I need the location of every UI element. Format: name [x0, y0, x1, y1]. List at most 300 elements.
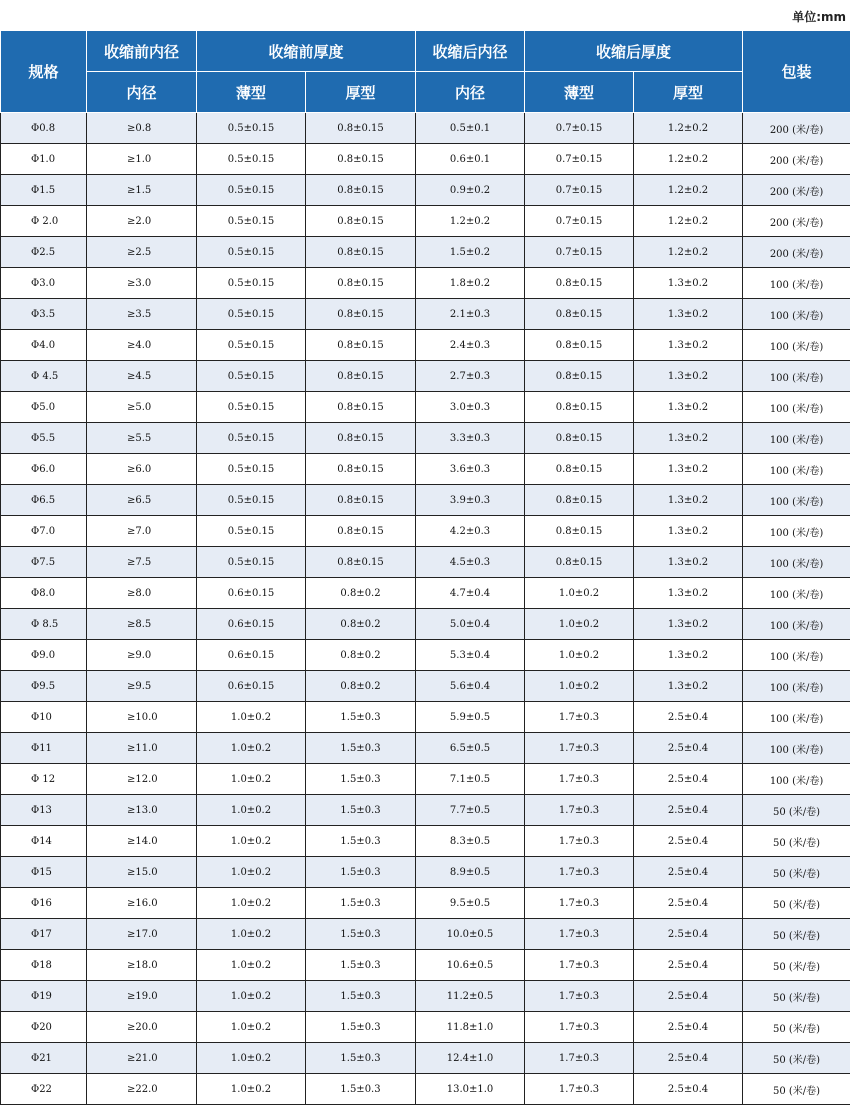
cell-after-thick: 2.5±0.4 — [634, 950, 743, 981]
cell-after-inner: 5.6±0.4 — [416, 671, 525, 702]
cell-before-thin: 0.5±0.15 — [197, 392, 306, 423]
cell-before-thin: 0.5±0.15 — [197, 361, 306, 392]
cell-before-thick: 0.8±0.15 — [306, 454, 416, 485]
cell-after-thin: 1.0±0.2 — [525, 609, 634, 640]
cell-before-inner: ≥11.0 — [87, 733, 197, 764]
cell-after-thin: 0.8±0.15 — [525, 299, 634, 330]
table-row — [1, 454, 850, 485]
cell-spec: Φ18 — [1, 950, 87, 981]
cell-after-inner: 13.0±1.0 — [416, 1074, 525, 1105]
cell-before-thick: 1.5±0.3 — [306, 1012, 416, 1043]
cell-after-thin: 1.7±0.3 — [525, 950, 634, 981]
cell-before-thin: 1.0±0.2 — [197, 981, 306, 1012]
table-body — [1, 113, 850, 1105]
cell-after-inner: 4.7±0.4 — [416, 578, 525, 609]
cell-after-inner: 7.1±0.5 — [416, 764, 525, 795]
cell-after-thin: 0.8±0.15 — [525, 454, 634, 485]
cell-before-thin: 1.0±0.2 — [197, 857, 306, 888]
cell-spec: Φ 8.5 — [1, 609, 87, 640]
cell-after-inner: 0.5±0.1 — [416, 113, 525, 144]
cell-packaging: 100 (米/卷) — [743, 702, 850, 733]
cell-spec: Φ9.5 — [1, 671, 87, 702]
cell-packaging: 200 (米/卷) — [743, 237, 850, 268]
cell-before-thick: 0.8±0.15 — [306, 547, 416, 578]
cell-before-thin: 1.0±0.2 — [197, 919, 306, 950]
header-before-thickness-group: 收缩前厚度 — [197, 31, 416, 72]
cell-after-thick: 1.2±0.2 — [634, 113, 743, 144]
cell-before-inner: ≥7.0 — [87, 516, 197, 547]
header-packaging: 包装 — [743, 31, 850, 113]
cell-packaging: 100 (米/卷) — [743, 733, 850, 764]
cell-after-thick: 1.3±0.2 — [634, 485, 743, 516]
cell-before-inner: ≥6.5 — [87, 485, 197, 516]
cell-before-thin: 0.5±0.15 — [197, 485, 306, 516]
table-row — [1, 733, 850, 764]
cell-after-thick: 2.5±0.4 — [634, 981, 743, 1012]
cell-before-inner: ≥18.0 — [87, 950, 197, 981]
cell-after-thick: 2.5±0.4 — [634, 795, 743, 826]
cell-packaging: 50 (米/卷) — [743, 919, 850, 950]
cell-packaging: 100 (米/卷) — [743, 609, 850, 640]
cell-after-inner: 3.9±0.3 — [416, 485, 525, 516]
cell-after-inner: 4.5±0.3 — [416, 547, 525, 578]
cell-after-inner: 9.5±0.5 — [416, 888, 525, 919]
cell-spec: Φ6.0 — [1, 454, 87, 485]
cell-after-thick: 2.5±0.4 — [634, 857, 743, 888]
cell-before-inner: ≥14.0 — [87, 826, 197, 857]
cell-before-inner: ≥8.5 — [87, 609, 197, 640]
cell-before-inner: ≥5.5 — [87, 423, 197, 454]
cell-before-thin: 0.5±0.15 — [197, 237, 306, 268]
table-row — [1, 206, 850, 237]
cell-before-inner: ≥1.0 — [87, 144, 197, 175]
cell-spec: Φ7.5 — [1, 547, 87, 578]
cell-packaging: 100 (米/卷) — [743, 640, 850, 671]
header-before-thin: 薄型 — [197, 72, 306, 113]
cell-after-inner: 8.9±0.5 — [416, 857, 525, 888]
cell-before-inner: ≥20.0 — [87, 1012, 197, 1043]
cell-after-thick: 1.3±0.2 — [634, 640, 743, 671]
cell-before-thick: 0.8±0.2 — [306, 578, 416, 609]
cell-before-thin: 1.0±0.2 — [197, 1043, 306, 1074]
cell-after-inner: 7.7±0.5 — [416, 795, 525, 826]
cell-after-thick: 1.3±0.2 — [634, 268, 743, 299]
cell-before-inner: ≥5.0 — [87, 392, 197, 423]
cell-packaging: 50 (米/卷) — [743, 795, 850, 826]
cell-after-inner: 5.9±0.5 — [416, 702, 525, 733]
cell-before-thick: 0.8±0.15 — [306, 237, 416, 268]
cell-before-inner: ≥9.5 — [87, 671, 197, 702]
cell-after-thin: 1.7±0.3 — [525, 981, 634, 1012]
cell-before-thick: 0.8±0.15 — [306, 330, 416, 361]
header-spec: 规格 — [1, 31, 87, 113]
cell-before-thick: 0.8±0.15 — [306, 144, 416, 175]
cell-after-thin: 1.7±0.3 — [525, 1074, 634, 1105]
cell-after-inner: 11.8±1.0 — [416, 1012, 525, 1043]
cell-after-thick: 1.3±0.2 — [634, 299, 743, 330]
cell-after-thin: 1.7±0.3 — [525, 919, 634, 950]
cell-before-inner: ≥8.0 — [87, 578, 197, 609]
cell-packaging: 200 (米/卷) — [743, 144, 850, 175]
cell-after-inner: 2.7±0.3 — [416, 361, 525, 392]
table-row — [1, 268, 850, 299]
cell-after-thick: 1.3±0.2 — [634, 516, 743, 547]
cell-spec: Φ5.5 — [1, 423, 87, 454]
cell-before-thin: 0.5±0.15 — [197, 423, 306, 454]
cell-after-inner: 1.2±0.2 — [416, 206, 525, 237]
cell-after-thin: 0.7±0.15 — [525, 237, 634, 268]
cell-after-thin: 0.8±0.15 — [525, 268, 634, 299]
cell-after-thick: 2.5±0.4 — [634, 826, 743, 857]
cell-spec: Φ3.5 — [1, 299, 87, 330]
cell-after-thin: 0.7±0.15 — [525, 113, 634, 144]
cell-packaging: 50 (米/卷) — [743, 857, 850, 888]
cell-before-thin: 0.5±0.15 — [197, 206, 306, 237]
cell-packaging: 50 (米/卷) — [743, 826, 850, 857]
table-row — [1, 671, 850, 702]
table-row — [1, 857, 850, 888]
cell-spec: Φ8.0 — [1, 578, 87, 609]
cell-before-thin: 1.0±0.2 — [197, 733, 306, 764]
cell-after-thick: 1.3±0.2 — [634, 330, 743, 361]
cell-packaging: 100 (米/卷) — [743, 671, 850, 702]
cell-before-inner: ≥3.5 — [87, 299, 197, 330]
cell-before-thin: 0.5±0.15 — [197, 516, 306, 547]
cell-packaging: 100 (米/卷) — [743, 485, 850, 516]
cell-before-thin: 0.5±0.15 — [197, 113, 306, 144]
cell-before-inner: ≥10.0 — [87, 702, 197, 733]
cell-after-thin: 1.7±0.3 — [525, 1043, 634, 1074]
cell-before-inner: ≥7.5 — [87, 547, 197, 578]
cell-packaging: 100 (米/卷) — [743, 516, 850, 547]
table-row — [1, 1043, 850, 1074]
cell-after-thin: 1.7±0.3 — [525, 733, 634, 764]
cell-before-thick: 0.8±0.2 — [306, 609, 416, 640]
cell-after-thick: 1.3±0.2 — [634, 392, 743, 423]
cell-packaging: 100 (米/卷) — [743, 454, 850, 485]
cell-after-thick: 2.5±0.4 — [634, 1012, 743, 1043]
cell-after-thin: 0.8±0.15 — [525, 361, 634, 392]
cell-before-thick: 0.8±0.15 — [306, 175, 416, 206]
cell-before-thin: 1.0±0.2 — [197, 826, 306, 857]
cell-before-thin: 1.0±0.2 — [197, 702, 306, 733]
cell-after-thin: 0.8±0.15 — [525, 485, 634, 516]
cell-before-inner: ≥19.0 — [87, 981, 197, 1012]
cell-before-inner: ≥12.0 — [87, 764, 197, 795]
cell-spec: Φ22 — [1, 1074, 87, 1105]
cell-after-thin: 1.0±0.2 — [525, 640, 634, 671]
cell-after-thick: 1.2±0.2 — [634, 206, 743, 237]
cell-before-inner: ≥3.0 — [87, 268, 197, 299]
cell-spec: Φ5.0 — [1, 392, 87, 423]
cell-packaging: 200 (米/卷) — [743, 113, 850, 144]
table-row — [1, 981, 850, 1012]
cell-spec: Φ2.5 — [1, 237, 87, 268]
cell-before-inner: ≥9.0 — [87, 640, 197, 671]
cell-after-thick: 1.2±0.2 — [634, 175, 743, 206]
cell-after-inner: 0.6±0.1 — [416, 144, 525, 175]
cell-after-inner: 2.4±0.3 — [416, 330, 525, 361]
table-row — [1, 1074, 850, 1105]
cell-packaging: 100 (米/卷) — [743, 330, 850, 361]
cell-after-thick: 2.5±0.4 — [634, 733, 743, 764]
cell-spec: Φ 12 — [1, 764, 87, 795]
cell-before-thin: 1.0±0.2 — [197, 950, 306, 981]
cell-after-thick: 1.3±0.2 — [634, 423, 743, 454]
header-after-thin: 薄型 — [525, 72, 634, 113]
cell-before-thin: 1.0±0.2 — [197, 1012, 306, 1043]
cell-after-inner: 10.6±0.5 — [416, 950, 525, 981]
cell-after-inner: 10.0±0.5 — [416, 919, 525, 950]
cell-after-thin: 1.7±0.3 — [525, 1012, 634, 1043]
table-row — [1, 764, 850, 795]
cell-after-inner: 1.8±0.2 — [416, 268, 525, 299]
cell-before-thin: 0.5±0.15 — [197, 330, 306, 361]
cell-spec: Φ9.0 — [1, 640, 87, 671]
cell-after-inner: 8.3±0.5 — [416, 826, 525, 857]
header-before-thick: 厚型 — [306, 72, 416, 113]
cell-after-thin: 1.0±0.2 — [525, 578, 634, 609]
cell-packaging: 100 (米/卷) — [743, 423, 850, 454]
table-row — [1, 609, 850, 640]
cell-after-inner: 3.6±0.3 — [416, 454, 525, 485]
cell-after-thick: 2.5±0.4 — [634, 888, 743, 919]
cell-before-inner: ≥15.0 — [87, 857, 197, 888]
cell-before-thick: 0.8±0.15 — [306, 423, 416, 454]
cell-packaging: 100 (米/卷) — [743, 578, 850, 609]
cell-before-thick: 1.5±0.3 — [306, 888, 416, 919]
header-after-thick: 厚型 — [634, 72, 743, 113]
table-row — [1, 578, 850, 609]
cell-after-inner: 4.2±0.3 — [416, 516, 525, 547]
cell-before-thin: 0.5±0.15 — [197, 144, 306, 175]
cell-before-thin: 0.5±0.15 — [197, 454, 306, 485]
cell-spec: Φ6.5 — [1, 485, 87, 516]
table-row — [1, 826, 850, 857]
table-row — [1, 1012, 850, 1043]
cell-after-thin: 1.7±0.3 — [525, 826, 634, 857]
cell-before-thick: 1.5±0.3 — [306, 950, 416, 981]
cell-after-thick: 2.5±0.4 — [634, 1043, 743, 1074]
cell-spec: Φ21 — [1, 1043, 87, 1074]
cell-before-inner: ≥4.5 — [87, 361, 197, 392]
cell-spec: Φ4.0 — [1, 330, 87, 361]
cell-packaging: 50 (米/卷) — [743, 1043, 850, 1074]
cell-after-thick: 1.3±0.2 — [634, 361, 743, 392]
cell-before-thick: 1.5±0.3 — [306, 919, 416, 950]
cell-spec: Φ 2.0 — [1, 206, 87, 237]
cell-spec: Φ11 — [1, 733, 87, 764]
cell-spec: Φ16 — [1, 888, 87, 919]
cell-before-thick: 0.8±0.15 — [306, 485, 416, 516]
cell-after-thick: 1.2±0.2 — [634, 237, 743, 268]
cell-before-thin: 0.6±0.15 — [197, 640, 306, 671]
cell-before-thin: 0.5±0.15 — [197, 175, 306, 206]
cell-packaging: 100 (米/卷) — [743, 268, 850, 299]
cell-after-inner: 3.3±0.3 — [416, 423, 525, 454]
cell-spec: Φ3.0 — [1, 268, 87, 299]
table-row — [1, 299, 850, 330]
cell-before-thin: 0.5±0.15 — [197, 547, 306, 578]
cell-after-thick: 2.5±0.4 — [634, 919, 743, 950]
cell-before-thick: 1.5±0.3 — [306, 764, 416, 795]
cell-after-thin: 1.7±0.3 — [525, 702, 634, 733]
cell-packaging: 100 (米/卷) — [743, 299, 850, 330]
cell-before-inner: ≥17.0 — [87, 919, 197, 950]
cell-spec: Φ0.8 — [1, 113, 87, 144]
cell-after-thin: 1.7±0.3 — [525, 764, 634, 795]
cell-after-thick: 1.3±0.2 — [634, 609, 743, 640]
cell-after-inner: 5.0±0.4 — [416, 609, 525, 640]
cell-before-thin: 1.0±0.2 — [197, 795, 306, 826]
cell-after-thin: 0.7±0.15 — [525, 206, 634, 237]
cell-after-thin: 1.7±0.3 — [525, 888, 634, 919]
table-row — [1, 485, 850, 516]
cell-spec: Φ17 — [1, 919, 87, 950]
cell-after-thin: 0.7±0.15 — [525, 144, 634, 175]
cell-before-thin: 1.0±0.2 — [197, 764, 306, 795]
cell-before-inner: ≥21.0 — [87, 1043, 197, 1074]
header-after-thickness-group: 收缩后厚度 — [525, 31, 743, 72]
cell-packaging: 50 (米/卷) — [743, 1074, 850, 1105]
cell-packaging: 50 (米/卷) — [743, 888, 850, 919]
table-row — [1, 640, 850, 671]
table-row — [1, 175, 850, 206]
cell-before-thick: 1.5±0.3 — [306, 1074, 416, 1105]
cell-after-inner: 5.3±0.4 — [416, 640, 525, 671]
cell-before-thick: 0.8±0.15 — [306, 299, 416, 330]
table-row — [1, 144, 850, 175]
table-row — [1, 392, 850, 423]
cell-spec: Φ10 — [1, 702, 87, 733]
cell-packaging: 100 (米/卷) — [743, 361, 850, 392]
cell-after-thin: 0.7±0.15 — [525, 175, 634, 206]
cell-packaging: 100 (米/卷) — [743, 547, 850, 578]
cell-spec: Φ1.5 — [1, 175, 87, 206]
table-row — [1, 702, 850, 733]
cell-after-inner: 6.5±0.5 — [416, 733, 525, 764]
cell-before-thick: 1.5±0.3 — [306, 702, 416, 733]
cell-after-thin: 1.0±0.2 — [525, 671, 634, 702]
cell-after-thick: 2.5±0.4 — [634, 764, 743, 795]
cell-before-inner: ≥1.5 — [87, 175, 197, 206]
table-row — [1, 516, 850, 547]
table-row — [1, 919, 850, 950]
cell-before-inner: ≥2.0 — [87, 206, 197, 237]
cell-spec: Φ 4.5 — [1, 361, 87, 392]
cell-spec: Φ15 — [1, 857, 87, 888]
cell-before-inner: ≥4.0 — [87, 330, 197, 361]
cell-before-thick: 1.5±0.3 — [306, 826, 416, 857]
cell-before-thick: 0.8±0.15 — [306, 516, 416, 547]
cell-before-inner: ≥22.0 — [87, 1074, 197, 1105]
cell-after-inner: 1.5±0.2 — [416, 237, 525, 268]
table-header — [1, 31, 850, 113]
cell-after-inner: 0.9±0.2 — [416, 175, 525, 206]
cell-after-thin: 0.8±0.15 — [525, 330, 634, 361]
cell-after-thick: 1.3±0.2 — [634, 454, 743, 485]
cell-after-thick: 1.3±0.2 — [634, 547, 743, 578]
table-row — [1, 113, 850, 144]
cell-after-thick: 2.5±0.4 — [634, 1074, 743, 1105]
cell-before-thick: 0.8±0.2 — [306, 640, 416, 671]
cell-before-thick: 1.5±0.3 — [306, 733, 416, 764]
cell-after-thin: 1.7±0.3 — [525, 795, 634, 826]
cell-after-thin: 0.8±0.15 — [525, 423, 634, 454]
cell-before-thin: 0.5±0.15 — [197, 299, 306, 330]
table-row — [1, 330, 850, 361]
cell-before-thick: 0.8±0.15 — [306, 268, 416, 299]
cell-packaging: 200 (米/卷) — [743, 175, 850, 206]
cell-after-inner: 3.0±0.3 — [416, 392, 525, 423]
table-row — [1, 361, 850, 392]
cell-packaging: 200 (米/卷) — [743, 206, 850, 237]
table-row — [1, 547, 850, 578]
cell-before-inner: ≥6.0 — [87, 454, 197, 485]
cell-after-inner: 2.1±0.3 — [416, 299, 525, 330]
cell-before-thin: 0.6±0.15 — [197, 578, 306, 609]
cell-before-thin: 0.6±0.15 — [197, 609, 306, 640]
cell-after-thick: 1.3±0.2 — [634, 578, 743, 609]
cell-before-thin: 1.0±0.2 — [197, 1074, 306, 1105]
table-row — [1, 950, 850, 981]
cell-spec: Φ7.0 — [1, 516, 87, 547]
table-row — [1, 237, 850, 268]
header-before-inner: 内径 — [87, 72, 197, 113]
cell-before-thick: 1.5±0.3 — [306, 857, 416, 888]
cell-after-thin: 0.8±0.15 — [525, 392, 634, 423]
cell-after-inner: 11.2±0.5 — [416, 981, 525, 1012]
cell-spec: Φ19 — [1, 981, 87, 1012]
table-row — [1, 423, 850, 454]
table-row — [1, 795, 850, 826]
cell-spec: Φ1.0 — [1, 144, 87, 175]
cell-before-inner: ≥13.0 — [87, 795, 197, 826]
cell-after-thin: 0.8±0.15 — [525, 516, 634, 547]
cell-after-thick: 1.3±0.2 — [634, 671, 743, 702]
header-after-inner-group: 收缩后内径 — [416, 31, 525, 72]
cell-packaging: 50 (米/卷) — [743, 950, 850, 981]
cell-before-thick: 0.8±0.15 — [306, 206, 416, 237]
cell-packaging: 100 (米/卷) — [743, 764, 850, 795]
cell-after-thick: 1.2±0.2 — [634, 144, 743, 175]
cell-packaging: 50 (米/卷) — [743, 981, 850, 1012]
cell-before-thin: 1.0±0.2 — [197, 888, 306, 919]
cell-after-inner: 12.4±1.0 — [416, 1043, 525, 1074]
header-before-inner-group: 收缩前内径 — [87, 31, 197, 72]
cell-before-thick: 0.8±0.2 — [306, 671, 416, 702]
spec-table — [0, 30, 850, 1105]
cell-before-inner: ≥0.8 — [87, 113, 197, 144]
cell-before-thin: 0.5±0.15 — [197, 268, 306, 299]
cell-after-thin: 0.8±0.15 — [525, 547, 634, 578]
cell-before-thick: 0.8±0.15 — [306, 113, 416, 144]
cell-before-thick: 1.5±0.3 — [306, 795, 416, 826]
cell-spec: Φ20 — [1, 1012, 87, 1043]
cell-after-thin: 1.7±0.3 — [525, 857, 634, 888]
cell-after-thick: 2.5±0.4 — [634, 702, 743, 733]
cell-packaging: 100 (米/卷) — [743, 392, 850, 423]
cell-before-inner: ≥16.0 — [87, 888, 197, 919]
header-after-inner: 内径 — [416, 72, 525, 113]
cell-spec: Φ14 — [1, 826, 87, 857]
cell-before-thick: 1.5±0.3 — [306, 981, 416, 1012]
cell-before-thin: 0.6±0.15 — [197, 671, 306, 702]
table-row — [1, 888, 850, 919]
cell-spec: Φ13 — [1, 795, 87, 826]
cell-before-thick: 0.8±0.15 — [306, 392, 416, 423]
cell-before-thick: 1.5±0.3 — [306, 1043, 416, 1074]
